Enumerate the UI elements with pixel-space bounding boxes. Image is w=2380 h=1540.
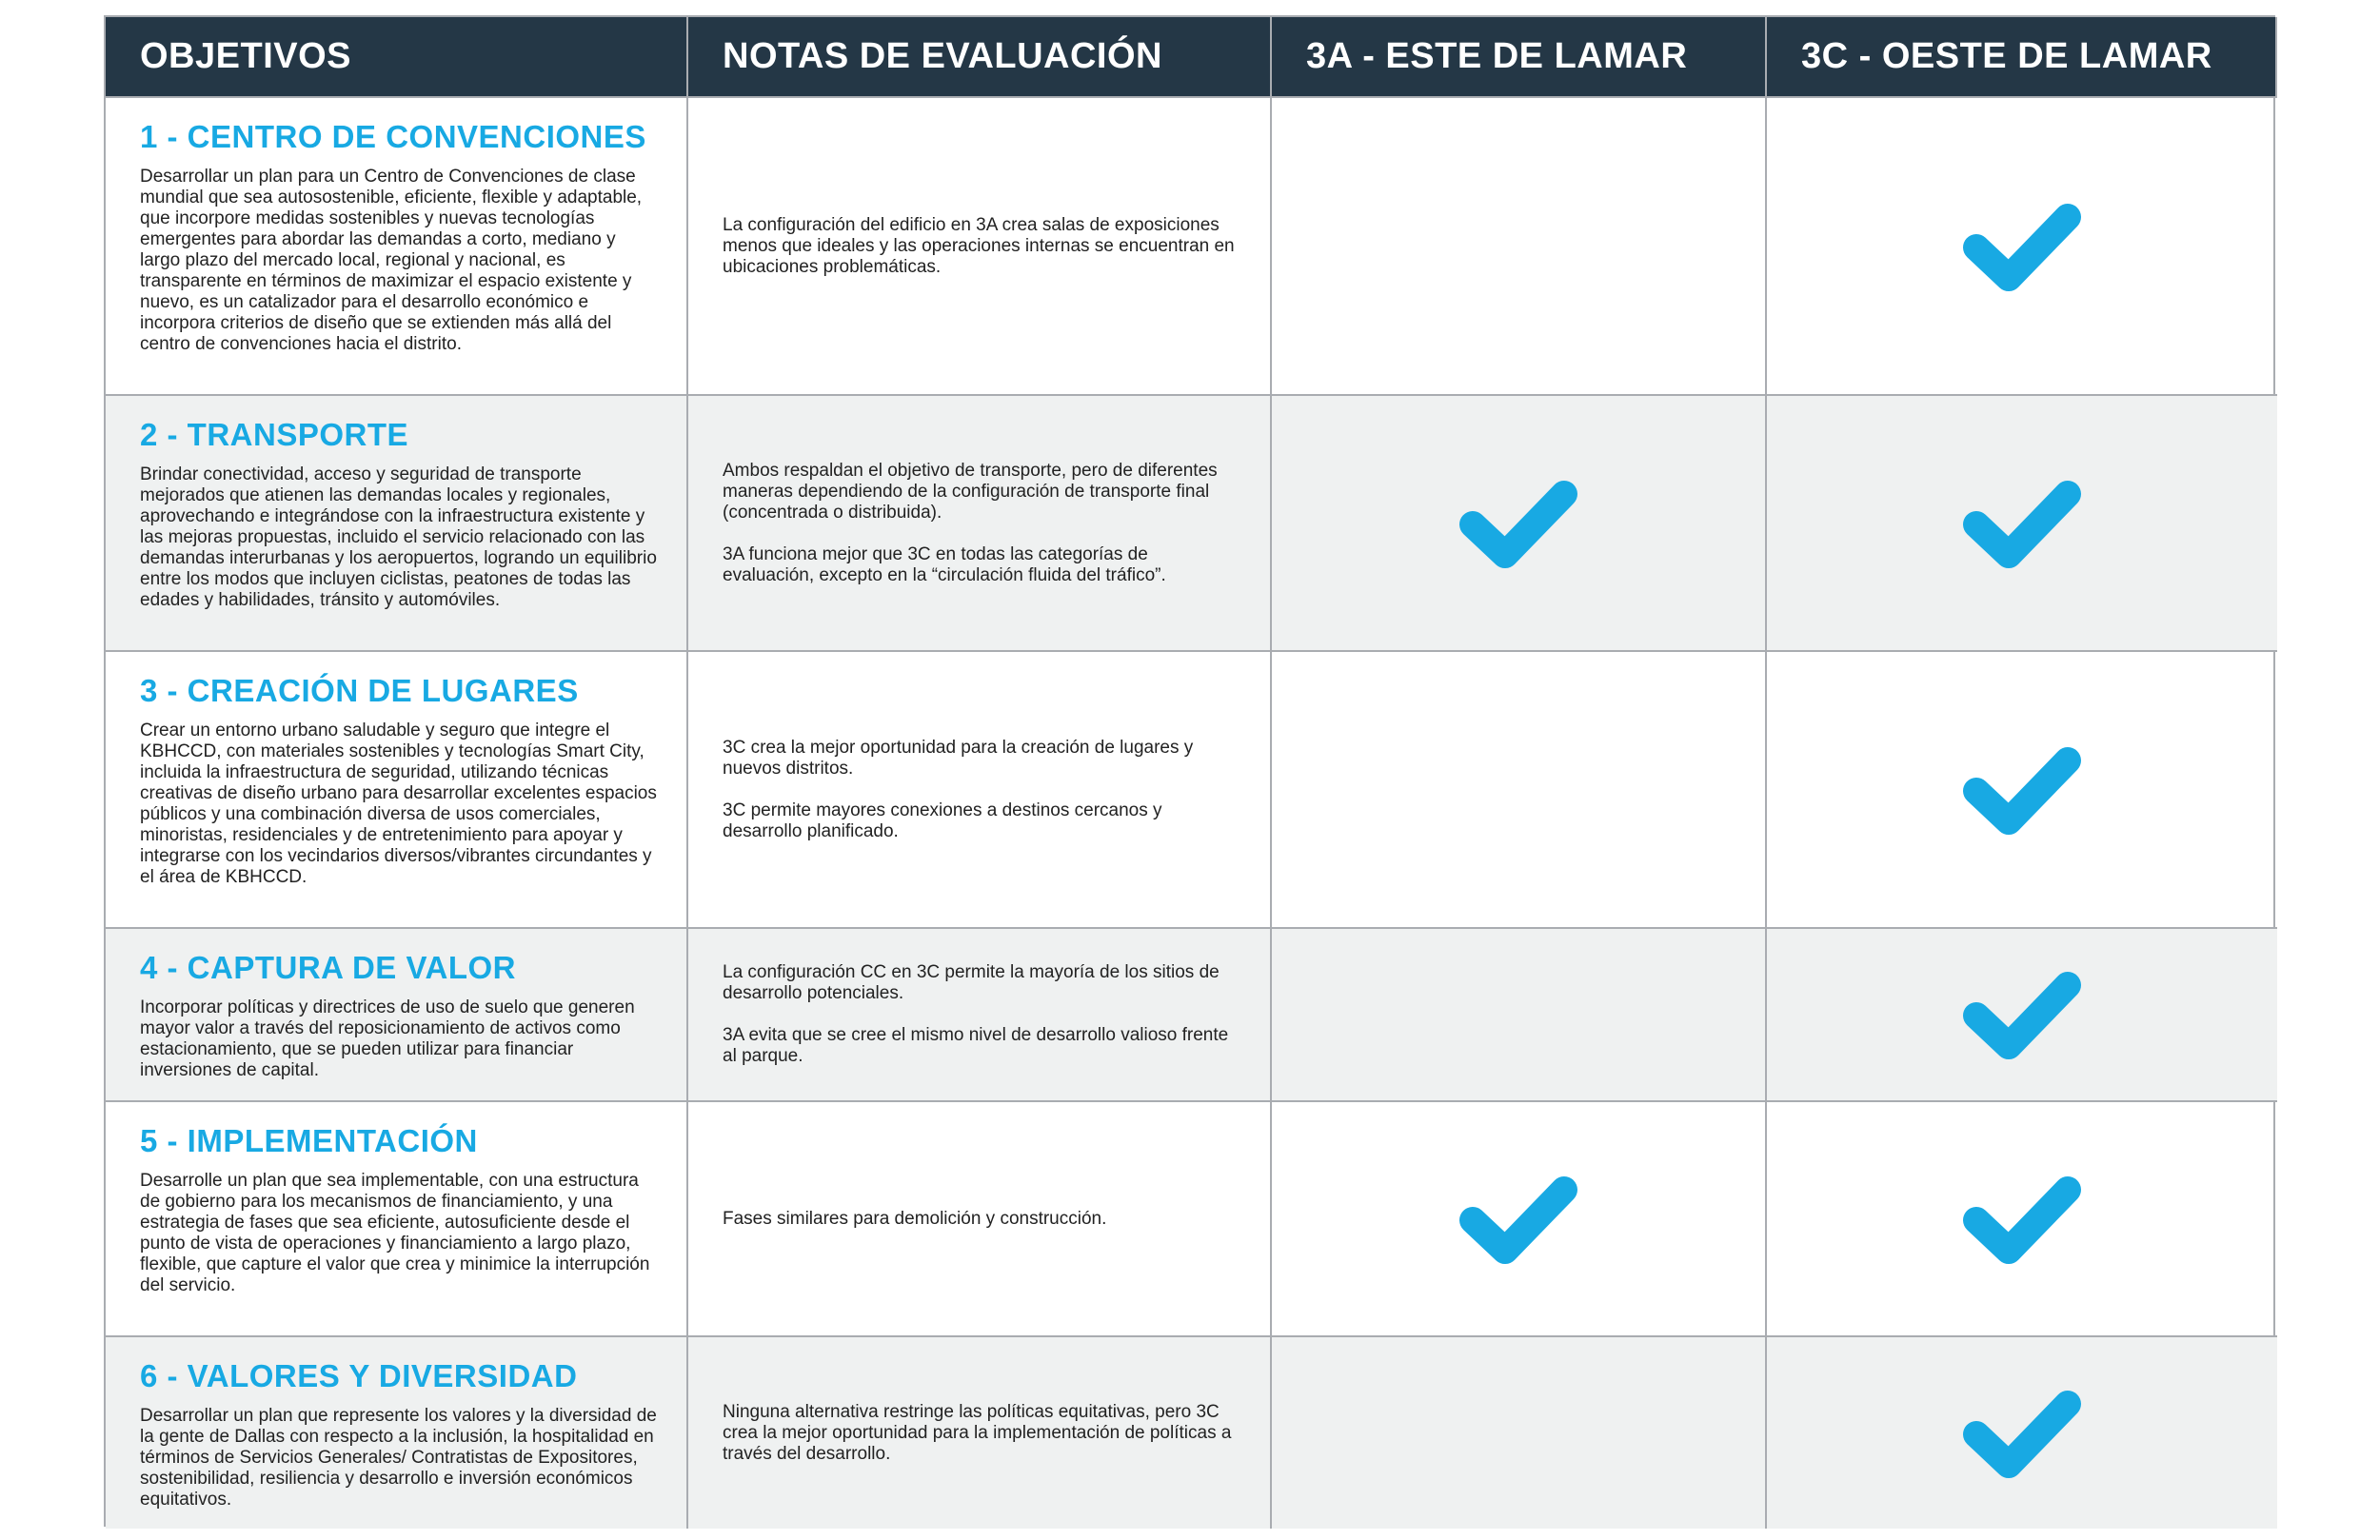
evaluation-matrix [104,15,2275,1527]
objective-cell [106,1335,688,1529]
evaluation-note: 3A evita que se cree el mismo nivel de desarrollo valioso frente al parque. [723,1025,1229,1066]
objective-description: Desarrollar un plan para un Centro de Convenciones de clase mundial que sea autosostenible, eficiente, flexible y adaptable, que incorpore medidas sostenibles y nuevas tecnologías emergentes para abordar las demandas a corto, mediano y largo plazo del mercado local, regional y nacional, es transparente en términos de maximizar el espacio existente y nuevo, es un catalizador para el desarrollo económico e incorpora criterios de diseño que se extienden más allá del centro de convenciones hacia el distrito. [140,167,643,354]
alternative-3a-cell [1272,96,1767,394]
evaluation-note-cell [688,1100,1272,1335]
alternative-3c-cell [1767,1100,2277,1335]
evaluation-note: Ninguna alternativa restringe las políticas equitativas, pero 3C crea la mejor oportunidad para la implementación de políticas a través del desarrollo. [723,1401,1232,1464]
alternative-3c-cell [1767,650,2277,927]
alternative-3a-cell [1272,927,1767,1100]
evaluation-note-cell [688,394,1272,650]
objective-description: Incorporar políticas y directrices de uso de suelo que generen mayor valor a través del reposicionamiento de activos como estacionamiento, que se pueden utilizar para financiar inversiones de capital. [140,997,635,1080]
objective-cell [106,650,688,927]
checkmark-icon [1955,194,2089,299]
objective-cell [106,394,688,650]
alternative-3a-cell [1272,394,1767,650]
evaluation-note: Ambos respaldan el objetivo de transporte, pero de diferentes maneras dependiendo de la configuración de transporte final (concentrada o distribuida). [723,460,1218,523]
objective-cell [106,96,688,394]
objective-title: 6 - VALORES Y DIVERSIDAD [140,1358,578,1393]
objective-description: Brindar conectividad, acceso y seguridad de transporte mejorados que atienen las demandas locales y regionales, aprovechando e integrándose con la infraestructura existente y las mejoras propuestas, incluido el servicio relacionado con las demandas interurbanas y los aeropuertos, logrando un equilibrio entre los modos que incluyen ciclistas, peatones de todas las edades y habilidades, tránsito y automóviles. [140,464,657,610]
checkmark-icon [1452,471,1585,576]
objective-cell [106,927,688,1100]
evaluation-note-cell [688,927,1272,1100]
objective-description: Crear un entorno urbano saludable y seguro que integre el KBHCCD, con materiales sostenibles y tecnologías Smart City, incluida la infraestructura de seguridad, utilizando técnicas creativas de diseño urbano para desarrollar excelentes espacios públicos y una combinación diversa de usos comerciales, minoristas, residenciales y de entretenimiento para apoyar y integrarse con los vecindarios diversos/vibrantes circundantes y el área de KBHCCD. [140,721,657,887]
alternative-3a-cell [1272,1100,1767,1335]
alternative-3c-cell [1767,96,2277,394]
objective-title: 3 - CREACIÓN DE LUGARES [140,673,579,708]
objective-title: 1 - CENTRO DE CONVENCIONES [140,119,646,154]
objective-title: 2 - TRANSPORTE [140,417,409,452]
evaluation-note: 3C crea la mejor oportunidad para la creación de lugares y nuevos distritos. [723,737,1194,779]
evaluation-note-cell [688,650,1272,927]
checkmark-icon [1955,1381,2089,1486]
evaluation-note: 3A funciona mejor que 3C en todas las categorías de evaluación, excepto en la “circulación fluida del tráfico”. [723,543,1166,585]
checkmark-icon [1452,1167,1585,1272]
header-objetivos: OBJETIVOS [106,17,688,96]
checkmark-icon [1955,471,2089,576]
evaluation-note: La configuración del edificio en 3A crea salas de exposiciones menos que ideales y las operaciones internas se encuentran en ubicaciones problemáticas. [723,214,1235,277]
checkmark-icon [1955,1167,2089,1272]
objective-description: Desarrolle un plan que sea implementable, con una estructura de gobierno para los mecanismos de financiamiento, y una estrategia de fases que sea eficiente, autosuficiente desde el punto de vista de operaciones y financiamiento a largo plazo, flexible, que capture el valor que crea y minimice la interrupción del servicio. [140,1171,650,1295]
objective-title: 5 - IMPLEMENTACIÓN [140,1123,478,1158]
header-3c-oeste-de-lamar: 3C - OESTE DE LAMAR [1767,17,2277,96]
objective-title: 4 - CAPTURA DE VALOR [140,950,517,985]
header-notas-evaluacion: NOTAS DE EVALUACIÓN [688,17,1272,96]
evaluation-note: 3C permite mayores conexiones a destinos cercanos y desarrollo planificado. [723,800,1162,841]
alternative-3c-cell [1767,927,2277,1100]
alternative-3a-cell [1272,1335,1767,1529]
evaluation-note-cell [688,1335,1272,1529]
evaluation-note-cell [688,96,1272,394]
header-3a-este-de-lamar: 3A - ESTE DE LAMAR [1272,17,1767,96]
alternative-3a-cell [1272,650,1767,927]
evaluation-note: La configuración CC en 3C permite la mayoría de los sitios de desarrollo potenciales. [723,962,1220,1003]
alternative-3c-cell [1767,394,2277,650]
checkmark-icon [1955,962,2089,1067]
checkmark-icon [1955,738,2089,842]
objective-description: Desarrollar un plan que represente los valores y la diversidad de la gente de Dallas con respecto a la inclusión, la hospitalidad en términos de Servicios Generales/ Contratistas de Expositores, sostenibilidad, resiliencia y desarrollo e inversión económicos equitativos. [140,1406,657,1510]
alternative-3c-cell [1767,1335,2277,1529]
objective-cell [106,1100,688,1335]
evaluation-note: Fases similares para demolición y construcción. [723,1208,1107,1229]
